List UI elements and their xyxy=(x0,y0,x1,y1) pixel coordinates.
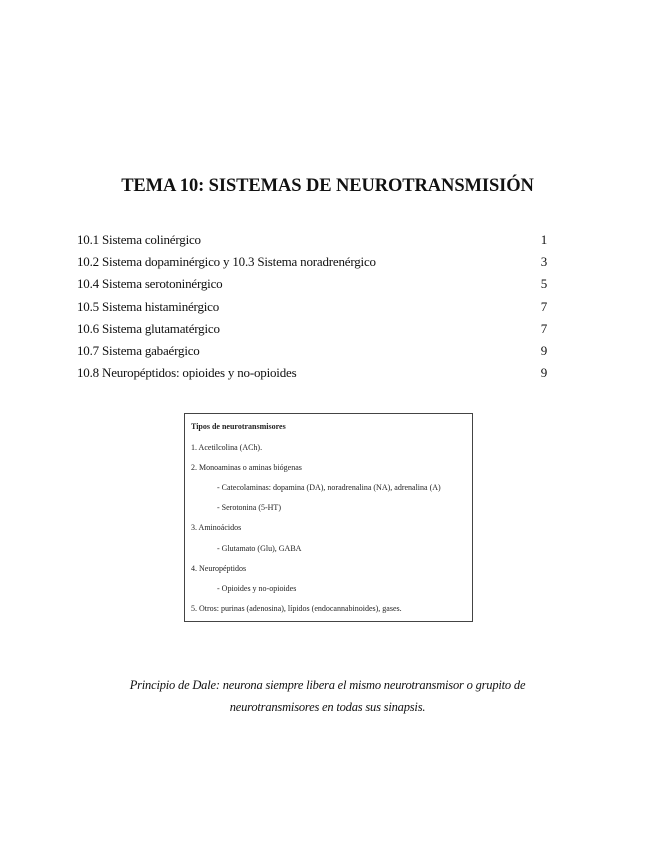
toc-entry-page: 3 xyxy=(540,254,547,270)
table-of-contents xyxy=(77,230,547,385)
box-line: - Glutamato (Glu), GABA xyxy=(217,544,302,553)
dale-principle-line: neurotransmisores en todas sus sinapsis. xyxy=(229,700,426,714)
toc-entry-page: 9 xyxy=(540,342,547,358)
box-line: - Opioides y no-opioides xyxy=(217,584,297,593)
page-title: TEMA 10: SISTEMAS DE NEUROTRANSMISIÓN xyxy=(121,176,534,196)
toc-entry-page: 9 xyxy=(540,365,547,381)
box-line: 1. Acetilcolina (ACh). xyxy=(191,443,263,452)
toc-entry-page: 7 xyxy=(540,298,547,314)
toc-entry-label: 10.8 Neuropéptidos: opioides y no-opioides xyxy=(77,365,297,381)
toc-entry xyxy=(77,363,547,385)
dale-principle-line: Principio de Dale: neurona siempre libera el mismo neurotransmisor o grupito de xyxy=(129,678,526,692)
toc-entry-label: 10.7 Sistema gabaérgico xyxy=(77,342,200,358)
toc-entry xyxy=(77,274,547,296)
toc-entry-label: 10.4 Sistema serotoninérgico xyxy=(77,276,223,292)
toc-entry-label: 10.6 Sistema glutamatérgico xyxy=(77,320,220,336)
toc-entry-page: 7 xyxy=(540,320,547,336)
toc-entry xyxy=(77,297,547,319)
box-line: 5. Otros: purinas (adenosina), lípidos (endocannabinoides), gases. xyxy=(191,604,402,613)
toc-entry-label: 10.2 Sistema dopaminérgico y 10.3 Sistema noradrenérgico xyxy=(77,254,376,270)
box-line: - Catecolaminas: dopamina (DA), noradrenalina (NA), adrenalina (A) xyxy=(217,483,441,492)
box-line: 4. Neuropéptidos xyxy=(191,564,247,573)
toc-entry-label: 10.1 Sistema colinérgico xyxy=(77,232,201,247)
box-line: - Serotonina (5-HT) xyxy=(217,503,281,512)
toc-entry-label: 10.5 Sistema histaminérgico xyxy=(77,298,220,314)
box-heading: Tipos de neurotransmisores xyxy=(191,422,286,431)
box-line: 2. Monoaminas o aminas biógenas xyxy=(191,463,302,472)
toc-entry xyxy=(77,230,547,252)
toc-entry xyxy=(77,319,547,341)
dale-principle xyxy=(0,674,655,718)
toc-entry-page: 5 xyxy=(540,276,547,292)
toc-entry-page: 1 xyxy=(540,232,547,247)
toc-entry xyxy=(77,341,547,363)
neurotransmitter-types-box xyxy=(184,413,473,622)
toc-entry xyxy=(77,252,547,274)
box-line: 3. Aminoácidos xyxy=(191,523,242,532)
